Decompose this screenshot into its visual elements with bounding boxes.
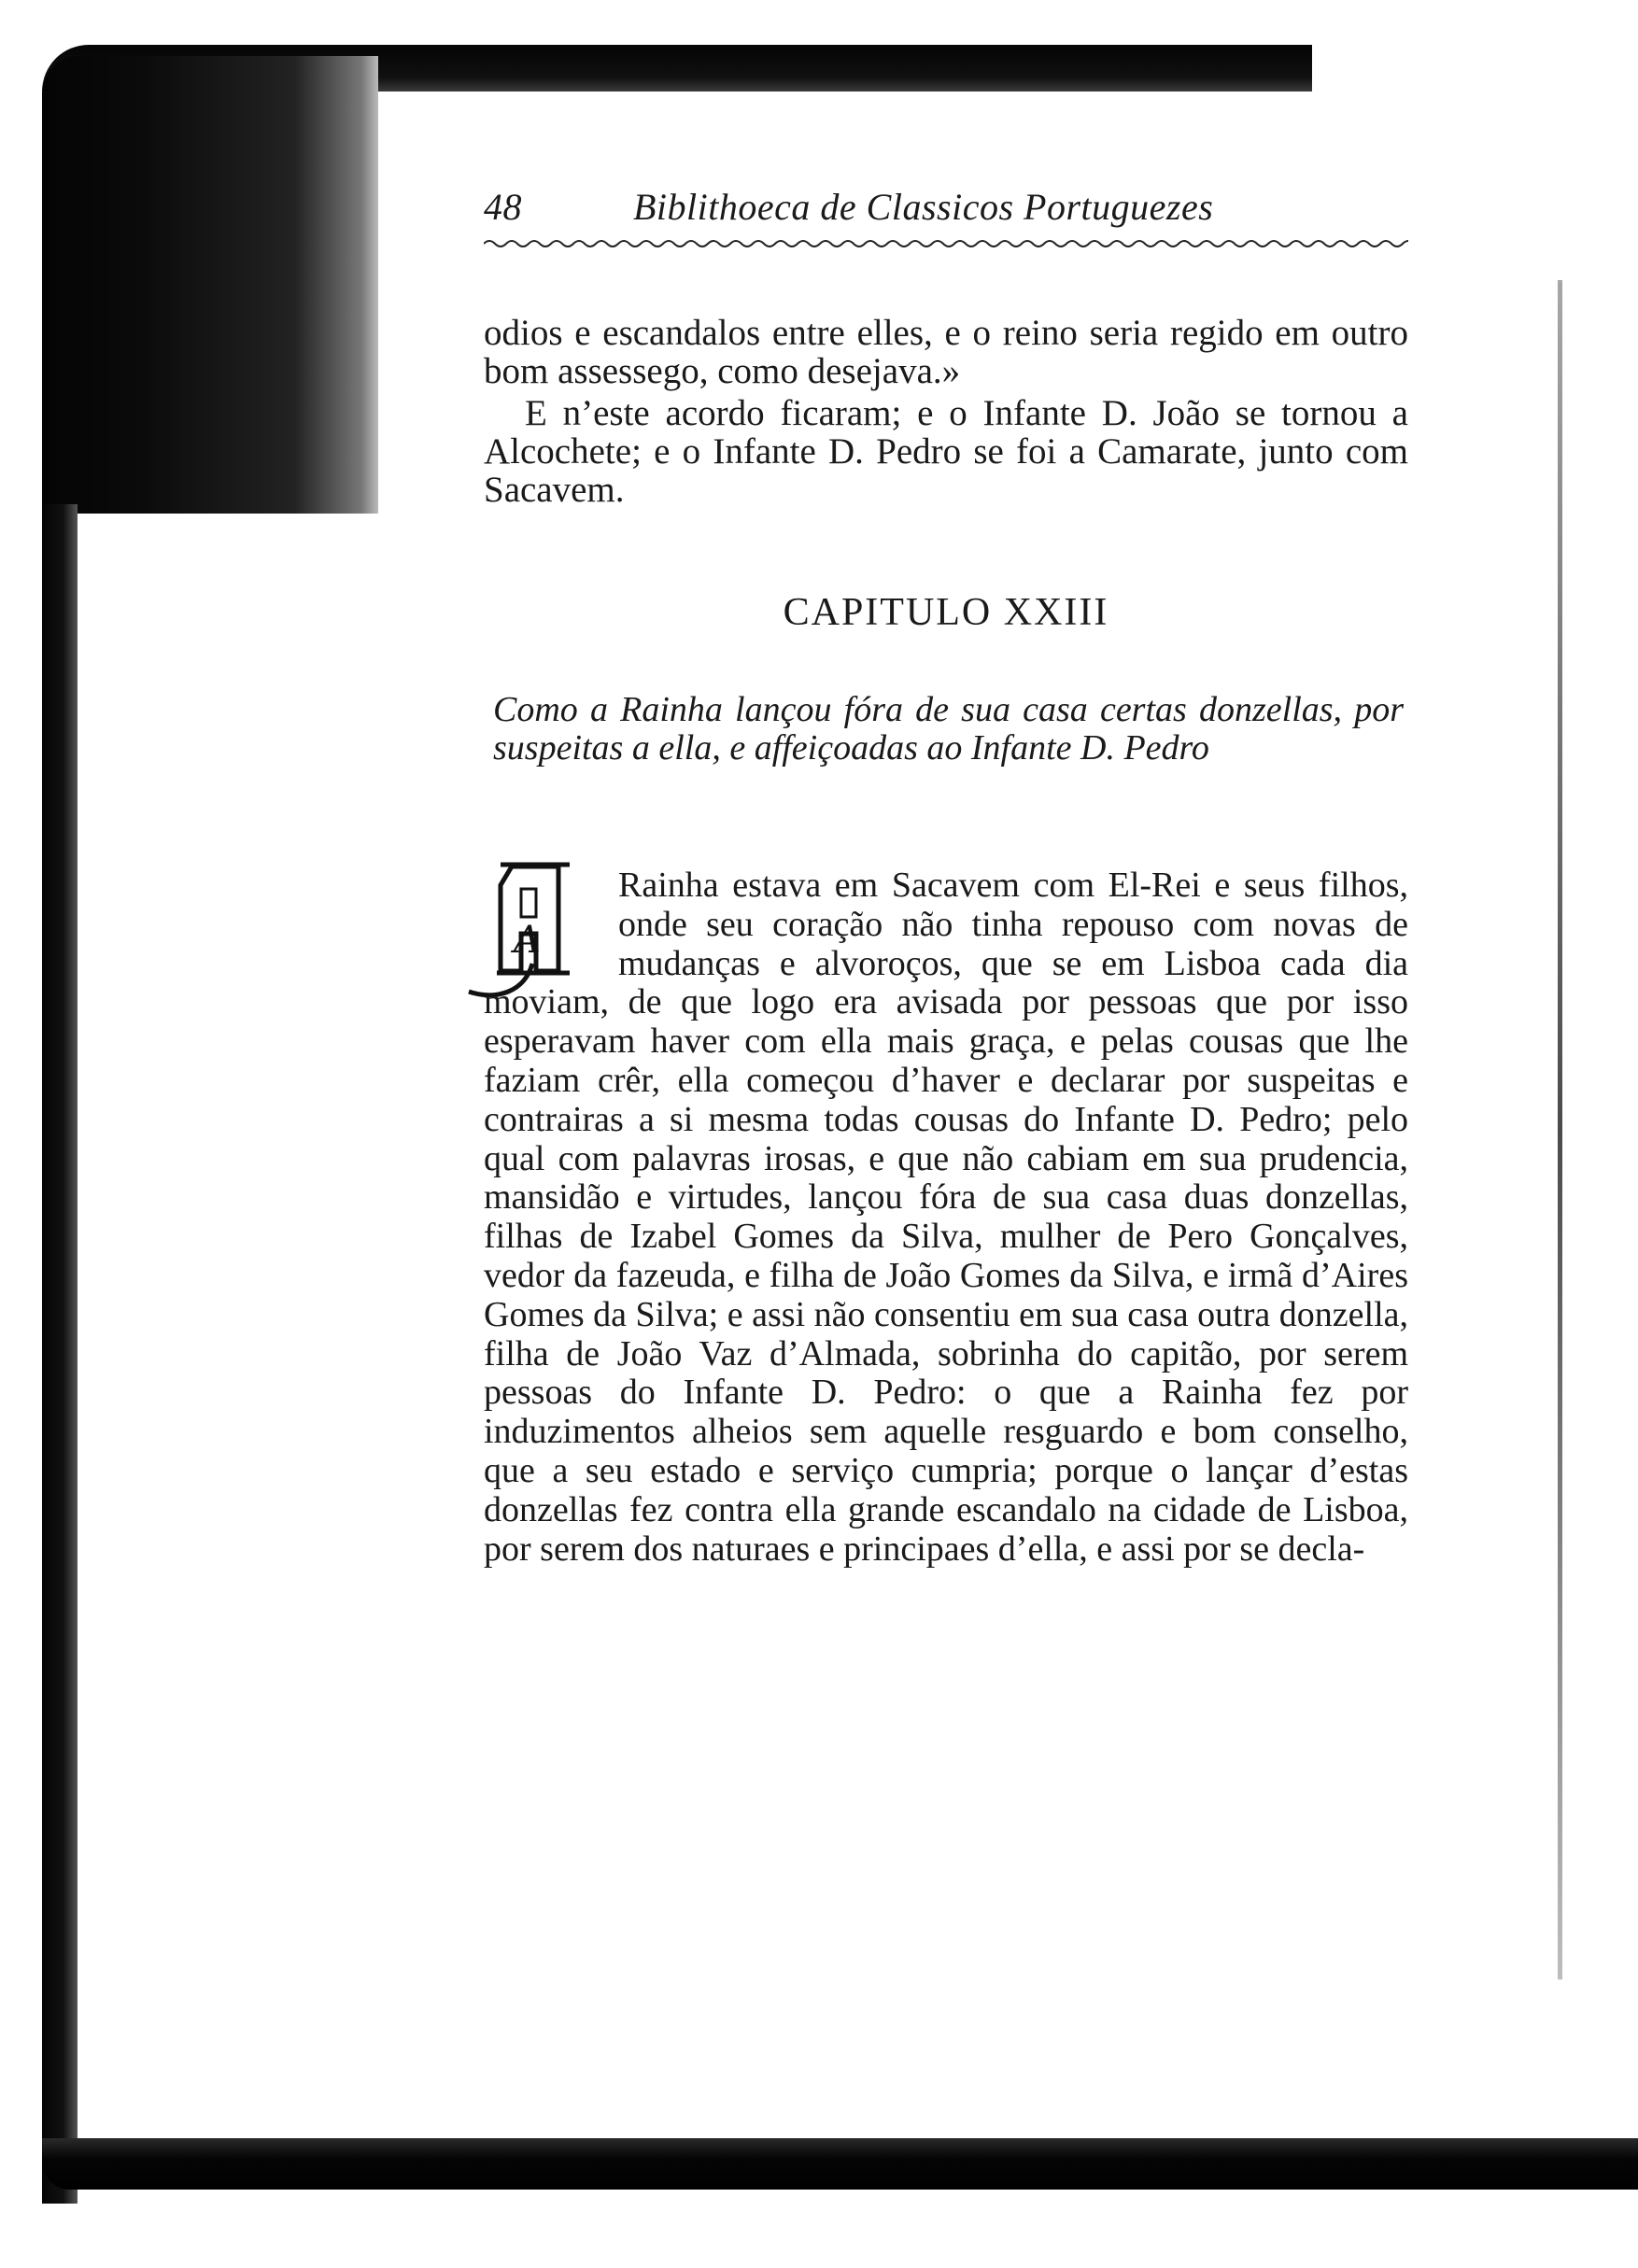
scan-shadow-left-edge — [42, 504, 78, 2204]
closing-paragraph: E n’este acordo ficaram; e o Infante D. João se tornou a Alcochete; e o Infante D. Pedro se foi a Camarate, junto com Sacavem. — [484, 393, 1408, 510]
chapter-body — [484, 866, 1408, 1569]
chapter-body-text: Rainha estava em Sacavem com El-Rei e seus filhos, onde seu coração não tinha repouso com novas de mudanças e alvoroços, que se em Lisboa cada dia moviam, de que logo era avisada por pessoas que por isso esperavam haver com ella mais graça, e pelas cousas que lhe faziam crêr, ella começou d’haver e declarar por suspeitas e contrairas a si mesma todas cousas do Infante D. Pedro; pelo qual com palavras irosas, e que não cabiam em sua prudencia, mansidão e virtudes, lançou fóra de sua casa duas donzellas, filhas de Izabel Gomes da Silva, mulher de Pero Gonçalves, vedor da fazeuda, e filha de João Gomes da Silva, e irmã d’Aires Gomes da Silva; e assi não consentiu em sua casa outra donzella, filha de João Vaz d’Almada, sobrinha do capitão, por serem pessoas do Infante D. Pedro: o que a Rainha fez por induzimentos alheios sem aquelle resguardo e bom conselho, que a seu estado e serviço cumpria; porque o lançar d’estas donzellas fez contra ella grande escandalo na cidade de Lisboa, por serem dos naturaes e principaes d’ella, e assi por se decla- — [484, 866, 1408, 1569]
book-page — [484, 177, 1408, 1802]
scan-shadow-bottom — [42, 2138, 1638, 2190]
running-title: Biblithoeca de Classicos Portuguezes — [633, 186, 1214, 228]
continuation-paragraph: odios e escandalos entre elles, e o reino seria regido em outro bom assessego, como desejava.» — [484, 313, 1408, 391]
scan-shadow-left-band — [42, 56, 378, 514]
wavy-rule — [484, 237, 1408, 250]
chapter-summary: Como a Rainha lançou fóra de sua casa certas donzellas, por suspeitas a ella, e affeiçoadas ao Infante D. Pedro — [493, 690, 1404, 768]
page-number: 48 — [484, 186, 522, 228]
chapter-heading: CAPITULO XXIII — [783, 591, 1109, 634]
svg-text:A: A — [514, 919, 541, 962]
drop-initial-space — [484, 866, 614, 979]
running-head — [484, 177, 1408, 233]
page-fold-line — [1558, 280, 1562, 1979]
